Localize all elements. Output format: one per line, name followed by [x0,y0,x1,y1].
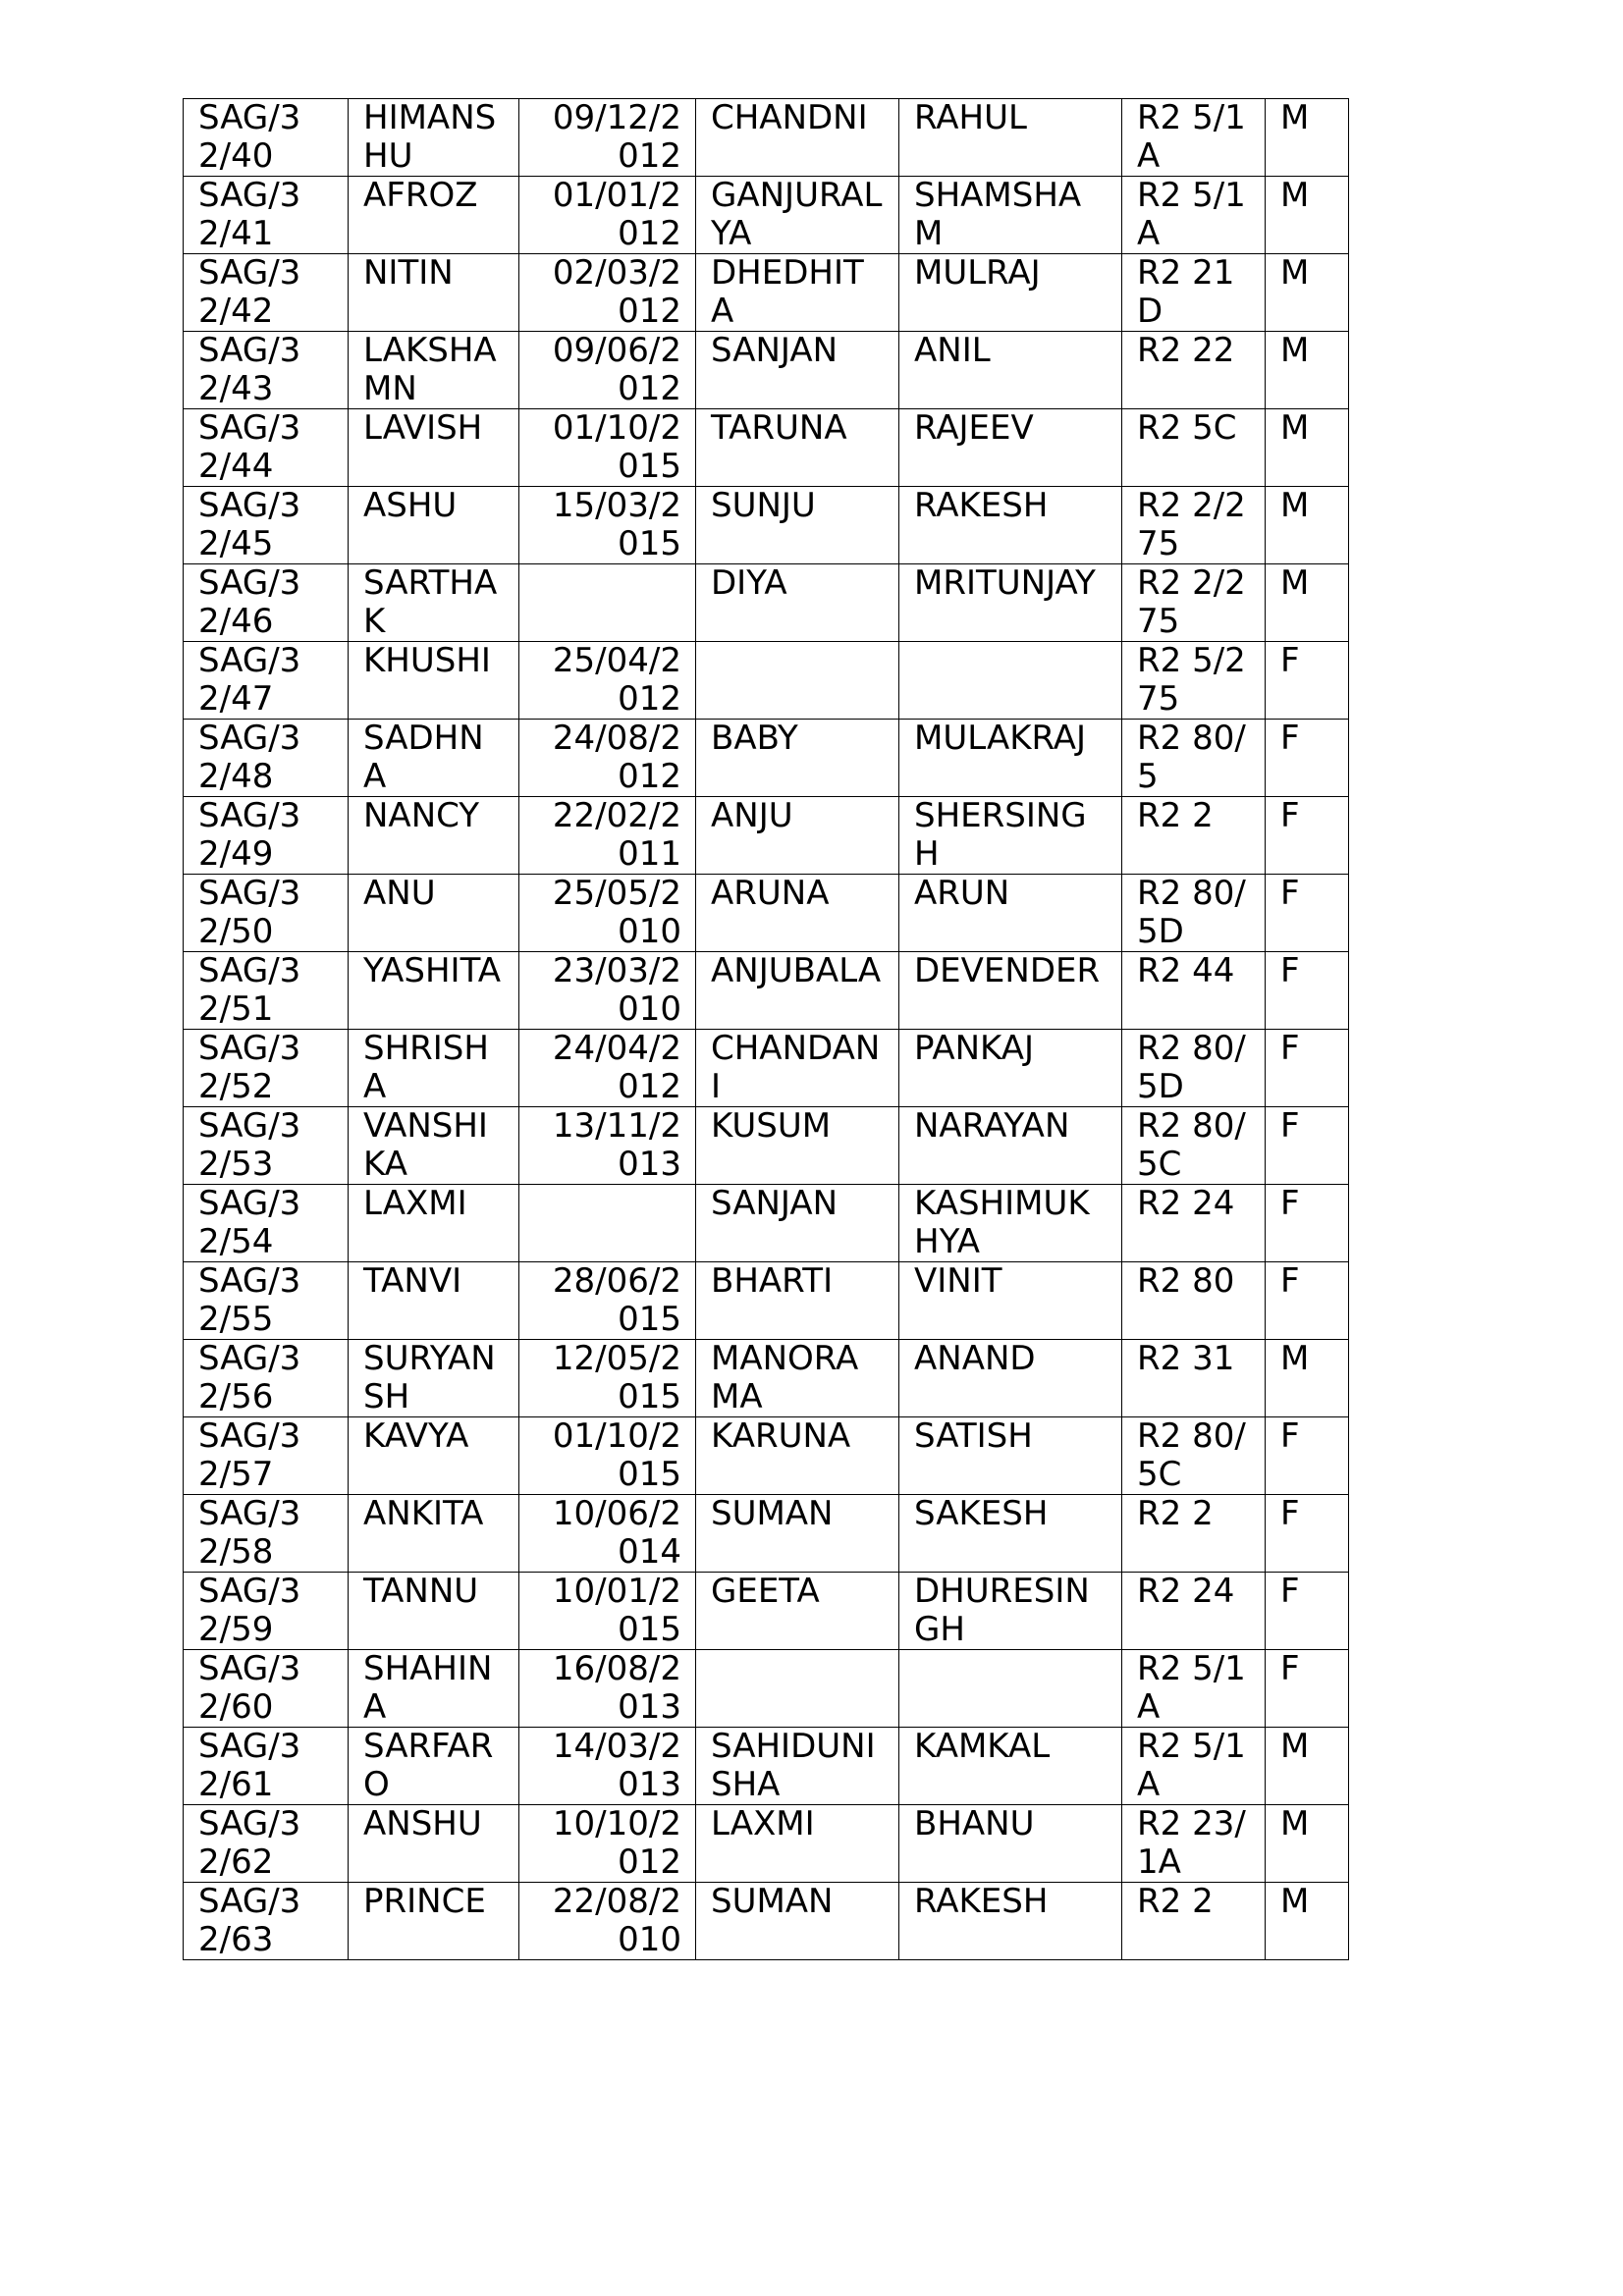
child-name-cell: ASHU [349,487,519,564]
registration-number-cell: SAG/32/44 [184,409,349,487]
date-of-birth-cell: 16/08/2013 [519,1650,696,1728]
table-row [184,1185,1349,1262]
date-of-birth-cell [519,564,696,642]
table-row [184,952,1349,1030]
date-of-birth-cell: 10/10/2012 [519,1805,696,1883]
table-row [184,1107,1349,1185]
father-name-cell: MULAKRAJ [899,720,1122,797]
registration-number-cell: SAG/32/43 [184,332,349,409]
table-row [184,1495,1349,1573]
registration-number-cell: SAG/32/42 [184,254,349,332]
mother-name-cell: ARUNA [696,875,899,952]
gender-cell: M [1266,564,1349,642]
registration-number-cell: SAG/32/51 [184,952,349,1030]
table-row [184,1030,1349,1107]
gender-cell: F [1266,720,1349,797]
table-row [184,254,1349,332]
date-of-birth-cell: 01/10/2015 [519,1417,696,1495]
father-name-cell: SAKESH [899,1495,1122,1573]
mother-name-cell: GANJURALYA [696,177,899,254]
child-name-cell: YASHITA [349,952,519,1030]
gender-cell: M [1266,99,1349,177]
mother-name-cell: SAHIDUNISHA [696,1728,899,1805]
gender-cell: F [1266,1030,1349,1107]
date-of-birth-cell: 09/12/2012 [519,99,696,177]
child-name-cell: SADHNA [349,720,519,797]
mother-name-cell: ANJUBALA [696,952,899,1030]
father-name-cell: SATISH [899,1417,1122,1495]
gender-cell: M [1266,409,1349,487]
address-cell: R2 2 [1122,1495,1266,1573]
child-name-cell: TANVI [349,1262,519,1340]
mother-name-cell: SANJAN [696,332,899,409]
registration-number-cell: SAG/32/40 [184,99,349,177]
address-cell: R2 5/1A [1122,177,1266,254]
mother-name-cell: SUNJU [696,487,899,564]
registration-number-cell: SAG/32/59 [184,1573,349,1650]
father-name-cell [899,642,1122,720]
father-name-cell: VINIT [899,1262,1122,1340]
father-name-cell: PANKAJ [899,1030,1122,1107]
table-row [184,99,1349,177]
father-name-cell: DHURESINGH [899,1573,1122,1650]
father-name-cell: ANAND [899,1340,1122,1417]
mother-name-cell: DHEDHITA [696,254,899,332]
mother-name-cell: CHANDANI [696,1030,899,1107]
address-cell: R2 80/5 [1122,720,1266,797]
father-name-cell: ARUN [899,875,1122,952]
child-name-cell: AFROZ [349,177,519,254]
mother-name-cell: MANORAMA [696,1340,899,1417]
father-name-cell [899,1650,1122,1728]
child-name-cell: KHUSHI [349,642,519,720]
registration-number-cell: SAG/32/56 [184,1340,349,1417]
table-row [184,409,1349,487]
child-name-cell: HIMANSHU [349,99,519,177]
date-of-birth-cell: 25/04/2012 [519,642,696,720]
mother-name-cell: CHANDNI [696,99,899,177]
mother-name-cell: LAXMI [696,1805,899,1883]
address-cell: R2 23/1A [1122,1805,1266,1883]
child-name-cell: SARFARO [349,1728,519,1805]
table-row [184,564,1349,642]
registration-number-cell: SAG/32/62 [184,1805,349,1883]
child-name-cell: SARTHAK [349,564,519,642]
address-cell: R2 2/275 [1122,487,1266,564]
child-name-cell: VANSHIKA [349,1107,519,1185]
table-row [184,332,1349,409]
mother-name-cell: GEETA [696,1573,899,1650]
child-name-cell: KAVYA [349,1417,519,1495]
gender-cell: F [1266,1573,1349,1650]
gender-cell: M [1266,1340,1349,1417]
child-name-cell: SHAHINA [349,1650,519,1728]
address-cell: R2 80/5C [1122,1417,1266,1495]
registration-number-cell: SAG/32/50 [184,875,349,952]
table-row [184,1573,1349,1650]
registration-number-cell: SAG/32/49 [184,797,349,875]
gender-cell: F [1266,1107,1349,1185]
father-name-cell: SHERSINGH [899,797,1122,875]
father-name-cell: MRITUNJAY [899,564,1122,642]
gender-cell: M [1266,487,1349,564]
register-body [184,99,1349,1960]
table-row [184,1417,1349,1495]
address-cell: R2 31 [1122,1340,1266,1417]
date-of-birth-cell: 22/08/2010 [519,1883,696,1960]
registration-number-cell: SAG/32/58 [184,1495,349,1573]
child-name-cell: ANKITA [349,1495,519,1573]
registration-number-cell: SAG/32/52 [184,1030,349,1107]
gender-cell: F [1266,1650,1349,1728]
father-name-cell: RAKESH [899,1883,1122,1960]
date-of-birth-cell: 14/03/2013 [519,1728,696,1805]
father-name-cell: SHAMSHAM [899,177,1122,254]
table-row [184,1650,1349,1728]
date-of-birth-cell: 01/10/2015 [519,409,696,487]
registration-number-cell: SAG/32/46 [184,564,349,642]
address-cell: R2 5C [1122,409,1266,487]
child-name-cell: ANSHU [349,1805,519,1883]
gender-cell: F [1266,1185,1349,1262]
table-row [184,487,1349,564]
gender-cell: F [1266,642,1349,720]
address-cell: R2 24 [1122,1573,1266,1650]
father-name-cell: NARAYAN [899,1107,1122,1185]
registration-number-cell: SAG/32/61 [184,1728,349,1805]
address-cell: R2 2 [1122,1883,1266,1960]
mother-name-cell: BABY [696,720,899,797]
gender-cell: M [1266,1883,1349,1960]
child-name-cell: LAVISH [349,409,519,487]
registration-number-cell: SAG/32/57 [184,1417,349,1495]
address-cell: R2 21 D [1122,254,1266,332]
mother-name-cell [696,642,899,720]
mother-name-cell: SUMAN [696,1495,899,1573]
table-row [184,642,1349,720]
date-of-birth-cell: 13/11/2013 [519,1107,696,1185]
address-cell: R2 5/1A [1122,99,1266,177]
mother-name-cell: ANJU [696,797,899,875]
address-cell: R2 2/275 [1122,564,1266,642]
date-of-birth-cell: 02/03/2012 [519,254,696,332]
father-name-cell: KAMKAL [899,1728,1122,1805]
address-cell: R2 24 [1122,1185,1266,1262]
table-row [184,797,1349,875]
table-row [184,177,1349,254]
gender-cell: F [1266,875,1349,952]
father-name-cell: RAKESH [899,487,1122,564]
child-name-cell: TANNU [349,1573,519,1650]
address-cell: R2 80/5D [1122,875,1266,952]
student-register-table [183,98,1349,1960]
table-row [184,1728,1349,1805]
mother-name-cell: TARUNA [696,409,899,487]
father-name-cell: RAHUL [899,99,1122,177]
gender-cell: F [1266,1262,1349,1340]
mother-name-cell: KUSUM [696,1107,899,1185]
gender-cell: F [1266,797,1349,875]
table-row [184,875,1349,952]
child-name-cell: SHRISHA [349,1030,519,1107]
address-cell: R2 80/5C [1122,1107,1266,1185]
child-name-cell: NANCY [349,797,519,875]
gender-cell: M [1266,254,1349,332]
registration-number-cell: SAG/32/53 [184,1107,349,1185]
registration-number-cell: SAG/32/54 [184,1185,349,1262]
address-cell: R2 80 [1122,1262,1266,1340]
table-row [184,1340,1349,1417]
child-name-cell: ANU [349,875,519,952]
registration-number-cell: SAG/32/48 [184,720,349,797]
gender-cell: F [1266,952,1349,1030]
date-of-birth-cell: 10/01/2015 [519,1573,696,1650]
address-cell: R2 5/1A [1122,1650,1266,1728]
father-name-cell: KASHIMUKHYA [899,1185,1122,1262]
table-row [184,1883,1349,1960]
table-row [184,1262,1349,1340]
date-of-birth-cell [519,1185,696,1262]
gender-cell: M [1266,332,1349,409]
gender-cell: F [1266,1417,1349,1495]
date-of-birth-cell: 28/06/2015 [519,1262,696,1340]
registration-number-cell: SAG/32/41 [184,177,349,254]
father-name-cell: ANIL [899,332,1122,409]
address-cell: R2 44 [1122,952,1266,1030]
mother-name-cell: DIYA [696,564,899,642]
date-of-birth-cell: 15/03/2015 [519,487,696,564]
registration-number-cell: SAG/32/60 [184,1650,349,1728]
mother-name-cell: BHARTI [696,1262,899,1340]
date-of-birth-cell: 24/08/2012 [519,720,696,797]
child-name-cell: NITIN [349,254,519,332]
child-name-cell: SURYANSH [349,1340,519,1417]
date-of-birth-cell: 09/06/2012 [519,332,696,409]
date-of-birth-cell: 22/02/2011 [519,797,696,875]
registration-number-cell: SAG/32/63 [184,1883,349,1960]
address-cell: R2 5/275 [1122,642,1266,720]
registration-number-cell: SAG/32/45 [184,487,349,564]
address-cell: R2 80/5D [1122,1030,1266,1107]
gender-cell: F [1266,1495,1349,1573]
gender-cell: M [1266,177,1349,254]
child-name-cell: LAXMI [349,1185,519,1262]
registration-number-cell: SAG/32/47 [184,642,349,720]
father-name-cell: RAJEEV [899,409,1122,487]
father-name-cell: DEVENDER [899,952,1122,1030]
date-of-birth-cell: 10/06/2014 [519,1495,696,1573]
gender-cell: M [1266,1805,1349,1883]
child-name-cell: PRINCE [349,1883,519,1960]
mother-name-cell: SUMAN [696,1883,899,1960]
child-name-cell: LAKSHAMN [349,332,519,409]
date-of-birth-cell: 12/05/2015 [519,1340,696,1417]
address-cell: R2 2 [1122,797,1266,875]
address-cell: R2 22 [1122,332,1266,409]
table-row [184,1805,1349,1883]
registration-number-cell: SAG/32/55 [184,1262,349,1340]
father-name-cell: MULRAJ [899,254,1122,332]
address-cell: R2 5/1A [1122,1728,1266,1805]
mother-name-cell: KARUNA [696,1417,899,1495]
date-of-birth-cell: 23/03/2010 [519,952,696,1030]
date-of-birth-cell: 01/01/2012 [519,177,696,254]
mother-name-cell: SANJAN [696,1185,899,1262]
date-of-birth-cell: 25/05/2010 [519,875,696,952]
mother-name-cell [696,1650,899,1728]
gender-cell: M [1266,1728,1349,1805]
father-name-cell: BHANU [899,1805,1122,1883]
table-row [184,720,1349,797]
date-of-birth-cell: 24/04/2012 [519,1030,696,1107]
